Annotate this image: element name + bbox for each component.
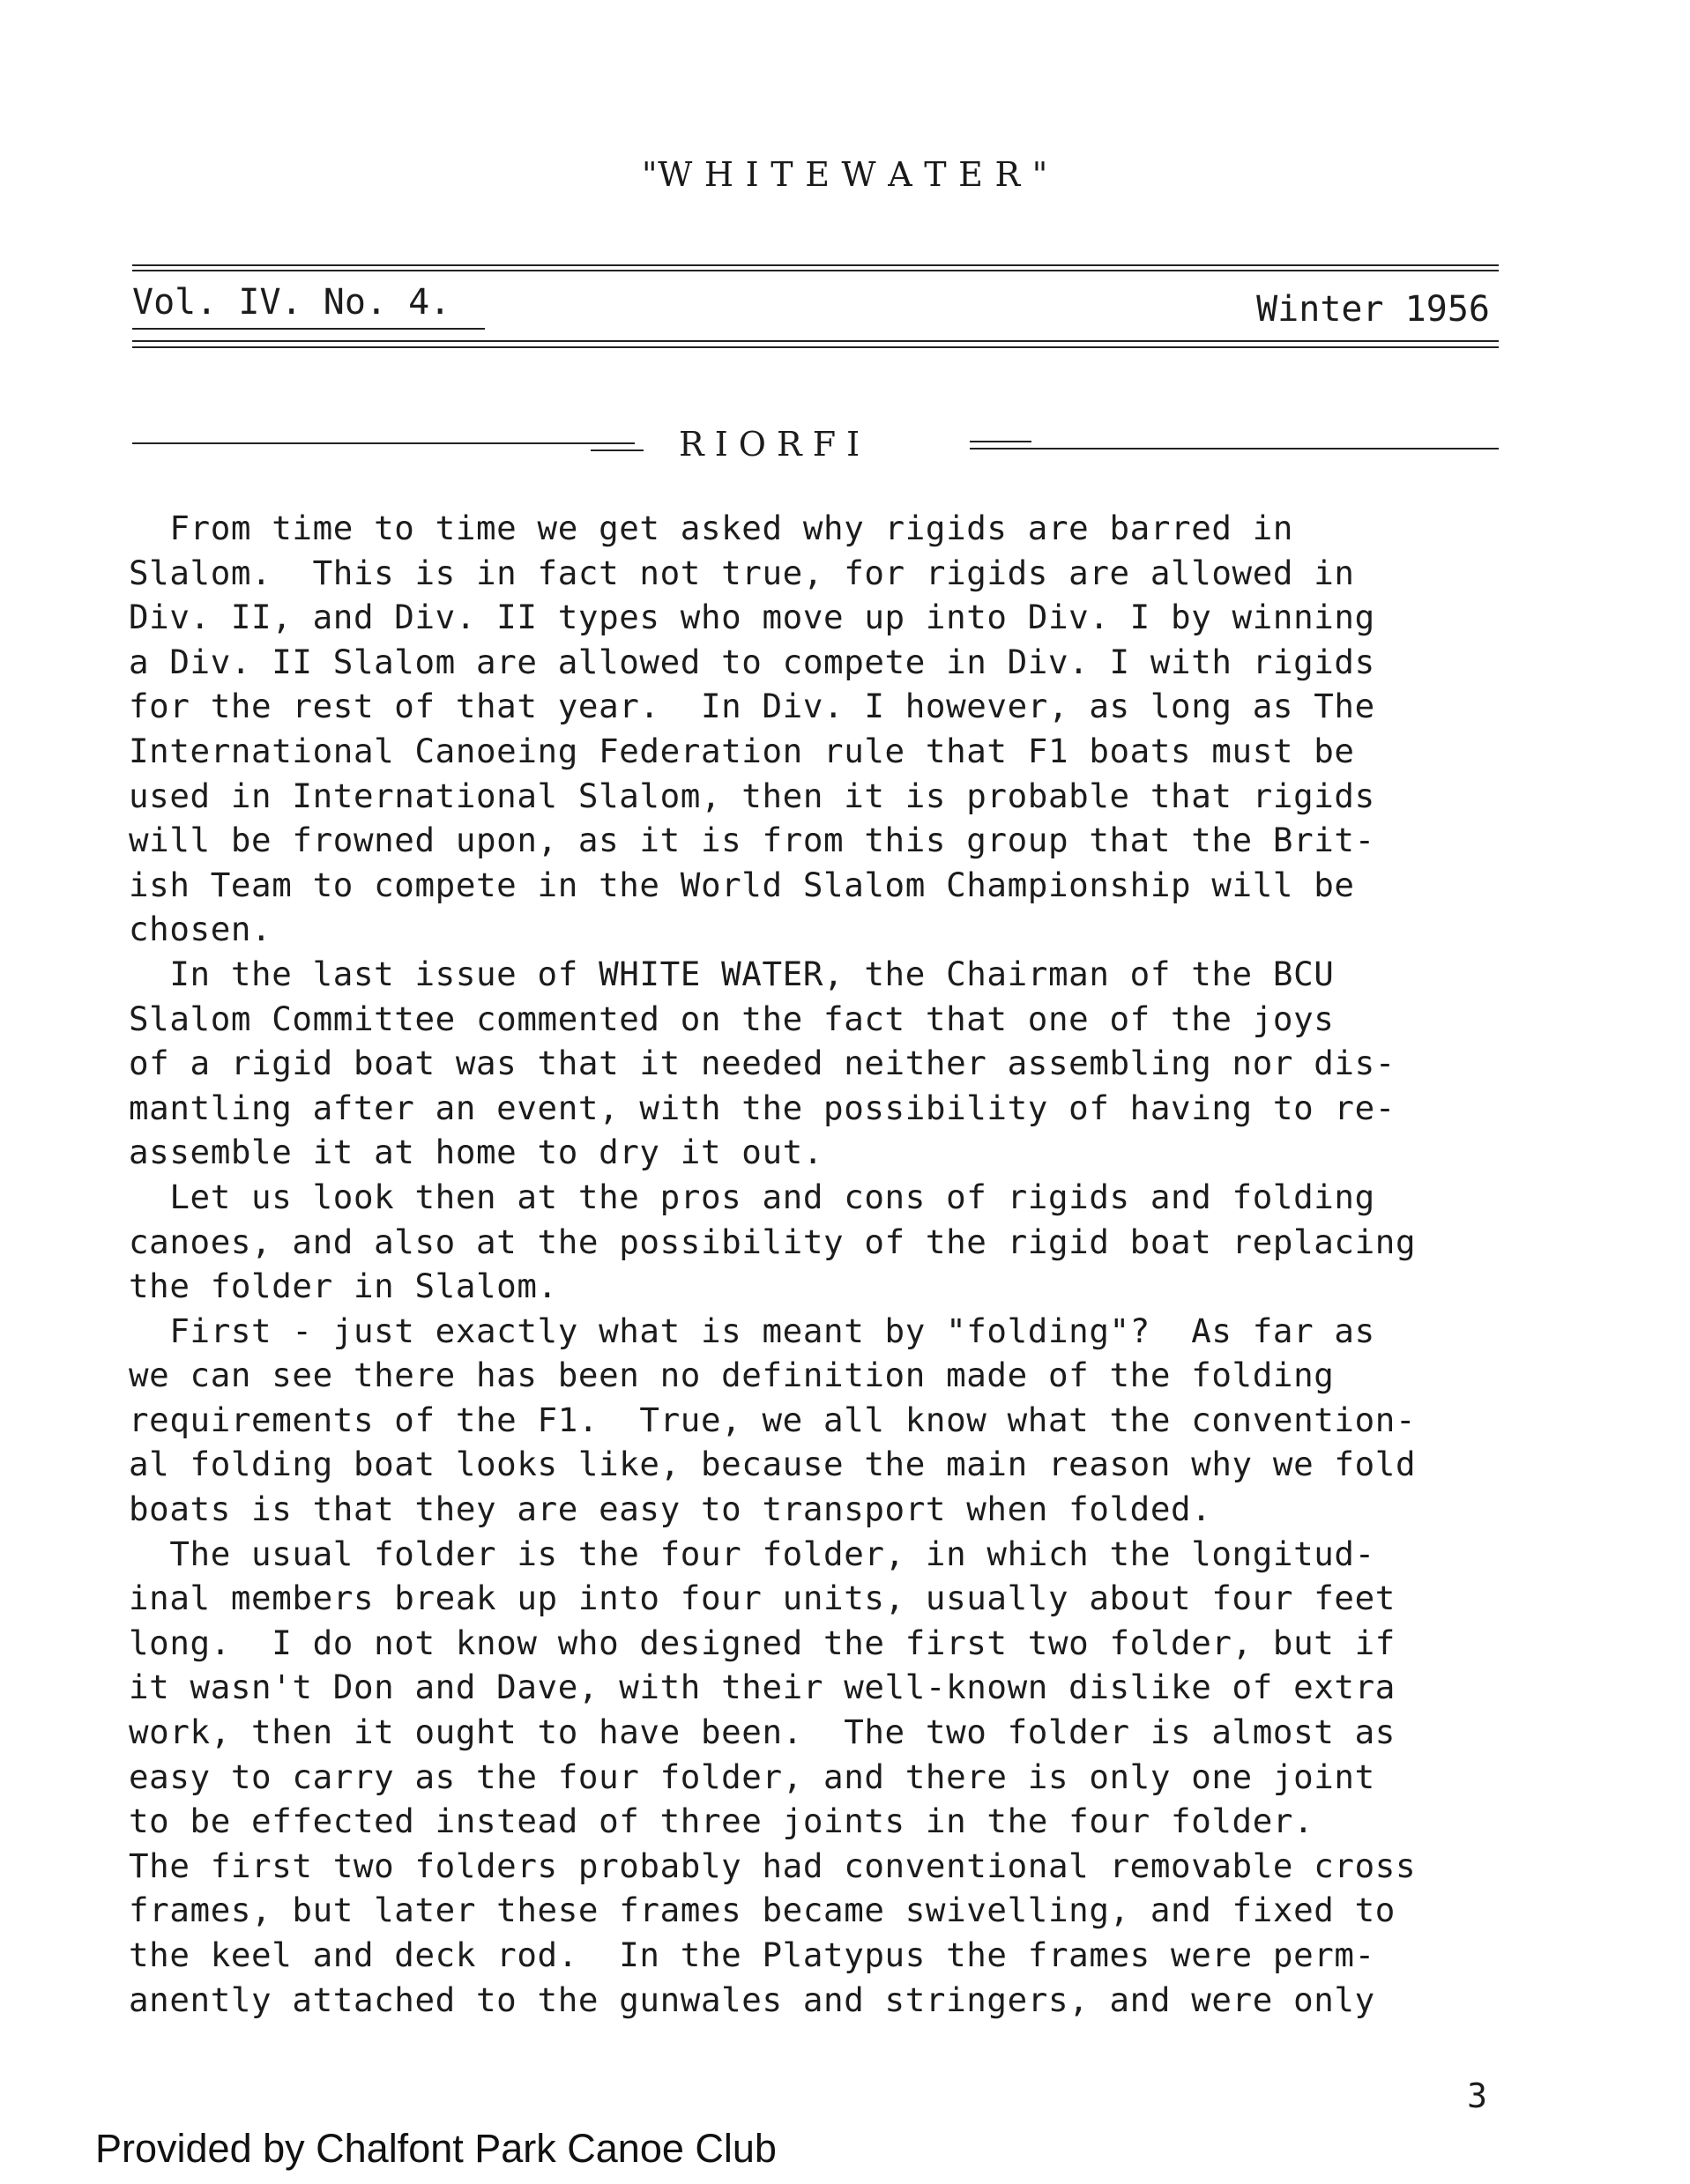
issue-volume: Vol. IV. No. 4. (132, 282, 451, 323)
page-number: 3 (1467, 2076, 1487, 2115)
section-rule-right (970, 448, 1499, 449)
issue-date: Winter 1956 (1256, 289, 1490, 330)
section-rule-left-accent (591, 449, 644, 451)
article-line: anently attached to the gunwales and stringers, and were only (129, 1980, 1375, 2019)
article-line: the folder in Slalom. (129, 1267, 558, 1306)
provider-credit: Provided by Chalfont Park Canoe Club (95, 2126, 777, 2171)
article-line: assemble it at home to dry it out. (129, 1133, 824, 1172)
article-body (129, 506, 1539, 2022)
article-line: al folding boat looks like, because the main reason why we fold (129, 1445, 1417, 1484)
article-line: easy to carry as the four folder, and there is only one joint (129, 1757, 1375, 1796)
article-line: the keel and deck rod. In the Platypus the frames were perm- (129, 1935, 1375, 1974)
article-line: boats is that they are easy to transport when folded. (129, 1489, 1212, 1529)
article-line: Div. II, and Div. II types who move up into Div. I by winning (129, 598, 1375, 637)
article-line: long. I do not know who designed the first two folder, but if (129, 1623, 1396, 1662)
article-line: From time to time we get asked why rigids are barred in (129, 509, 1294, 547)
article-line: First - just exactly what is meant by "folding"? As far as (129, 1311, 1375, 1350)
section-heading (132, 421, 1499, 474)
article-line: of a rigid boat was that it needed neither assembling nor dis- (129, 1044, 1396, 1083)
header-rule-top (132, 264, 1499, 266)
article-line: ish Team to compete in the World Slalom Championship will be (129, 865, 1355, 904)
page-corner-mark (1607, 0, 1690, 100)
header-rule-top-2 (132, 270, 1499, 271)
issue-line (132, 282, 1499, 331)
article-line: In the last issue of WHITE WATER, the Chairman of the BCU (129, 954, 1335, 993)
article-line: to be effected instead of three joints in the four folder. (129, 1801, 1314, 1841)
article-line: chosen. (129, 910, 272, 949)
article-line: we can see there has been no definition made of the folding (129, 1356, 1335, 1395)
article-line: mantling after an event, with the possibility of having to re- (129, 1088, 1396, 1127)
article-line: inal members break up into four units, usually about four feet (129, 1579, 1396, 1618)
section-rule-left (132, 442, 635, 444)
article-title: R I O R F I (679, 425, 860, 464)
article-line: Let us look then at the pros and cons of rigids and folding (129, 1177, 1375, 1216)
article-line: work, then it ought to have been. The two folder is almost as (129, 1712, 1396, 1752)
article-line: canoes, and also at the possibility of the rigid boat replacing (129, 1222, 1417, 1261)
article-line: frames, but later these frames became swivelling, and fixed to (129, 1891, 1396, 1930)
article-line: Slalom. This is in fact not true, for rigids are allowed in (129, 553, 1355, 592)
masthead-title: "W H I T E W A T E R " (642, 155, 1048, 194)
header-rule-bottom-2 (132, 346, 1499, 348)
article-line: will be frowned upon, as it is from this group that the Brit- (129, 821, 1375, 860)
article-line: International Canoeing Federation rule that F1 boats must be (129, 731, 1355, 770)
article-line: a Div. II Slalom are allowed to compete in Div. I with rigids (129, 642, 1375, 681)
article-line: for the rest of that year. In Div. I however, as long as The (129, 687, 1375, 726)
section-rule-right-accent (970, 441, 1031, 442)
article-line: it wasn't Don and Dave, with their well-known dislike of extra (129, 1668, 1396, 1707)
article-line: The first two folders probably had conventional removable cross (129, 1846, 1417, 1885)
header-rule-bottom (132, 340, 1499, 342)
issue-volume-underline (132, 328, 485, 330)
article-line: used in International Slalom, then it is probable that rigids (129, 776, 1375, 815)
article-line: The usual folder is the four folder, in which the longitud- (129, 1534, 1375, 1573)
article-line: requirements of the F1. True, we all know what the convention- (129, 1400, 1417, 1439)
article-line: Slalom Committee commented on the fact that one of the joys (129, 999, 1335, 1038)
